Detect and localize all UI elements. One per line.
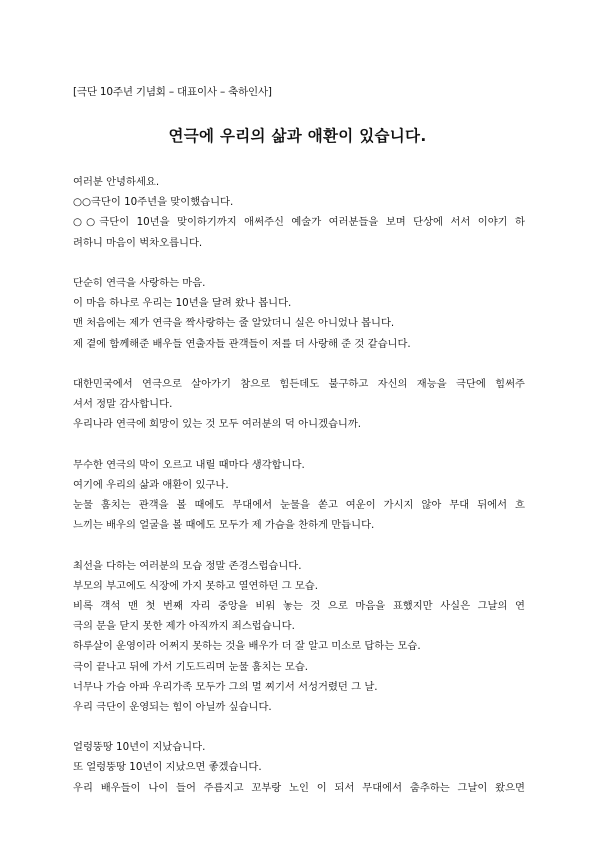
- text-line: 단순히 연극을 사랑하는 마음.: [73, 276, 206, 289]
- text-line: 여러분 안녕하세요.: [73, 176, 160, 188]
- text-line: 느끼는 배우의 얼굴을 볼 때에도 모두가 제 가슴을 찬하게 만듭니다.: [73, 519, 375, 532]
- paragraph-respect: [73, 556, 525, 718]
- document-title: 연극에 우리의 삶과 애환이 있습니다.: [168, 127, 427, 145]
- text-line: 여기에 우리의 삶과 애환이 있구나.: [73, 478, 229, 491]
- text-line: 무수한 연극의 막이 오르고 내릴 때마다 생각합니다.: [73, 458, 305, 471]
- text-line: 하루살이 운영이라 어쩌지 못하는 것을 배우가 더 잘 알고 미소로 답하는 모습.: [73, 640, 421, 653]
- text-line: 려하니 마음이 벅차오릅니다.: [73, 236, 203, 249]
- text-line: 극이 끝나고 뒤에 가서 기도드리며 눈물 훔치는 모습.: [73, 660, 309, 673]
- text-line: 우리나라 연극에 희망이 있는 것 모두 여러분의 덕 아니겠습니까.: [73, 418, 362, 431]
- text-line: 최선을 다하는 여러분의 모습 정말 존경스럽습니다.: [73, 559, 302, 572]
- paragraph-greeting: [73, 172, 525, 253]
- text-line: 이 마음 하나로 우리는 10년을 달려 왔나 봅니다.: [73, 297, 292, 310]
- header-tag: [극단 10주년 기념회 – 대표이사 – 축하인사]: [73, 86, 272, 98]
- paragraph-curtain: [73, 455, 525, 536]
- text-line: ○○극단이 10년을 맞이하기까지 애써주신 예술가 여러분들을 보며 단상에 서서 이야기 하: [73, 216, 525, 229]
- text-line: 우리 배우들이 나이 들어 주름지고 꼬부랑 노인 이 되서 무대에서 춤추하는 그날이 왔으면: [73, 781, 526, 794]
- text-line: 부모의 부고에도 식장에 가지 못하고 열연하던 그 모습.: [73, 579, 319, 592]
- text-line: 극의 문을 닫지 못한 제가 아직까지 죄스럽습니다.: [73, 620, 295, 633]
- text-line: 셔서 정말 감사합니다.: [73, 398, 173, 411]
- text-line: 얼렁뚱땅 10년이 지났습니다.: [73, 741, 206, 754]
- text-line: ○○극단이 10주년을 맞이했습니다.: [73, 196, 234, 209]
- text-line: 또 얼렁뚱땅 10년이 지났으면 좋겠습니다.: [73, 761, 262, 774]
- text-line: 제 곁에 함께해준 배우들 연출자들 관객들이 저를 더 사랑해 준 것 같습니다.: [73, 337, 411, 350]
- text-line: 눈물 훔치는 관객을 볼 때에도 무대에서 눈물을 쏟고 여운이 가시지 않아 무대 뒤에서 흐: [73, 499, 525, 511]
- text-line: 대한민국에서 연극으로 살아가기 참으로 힘든데도 불구하고 자신의 재능을 극단에 힘써주: [73, 377, 525, 390]
- text-line: 우리 극단이 운영되는 힘이 아닐까 싶습니다.: [73, 700, 272, 713]
- text-line: 맨 처음에는 제가 연극을 짝사랑하는 줄 알았더니 실은 아니었나 봅니다.: [73, 317, 395, 330]
- body-text: [73, 172, 525, 818]
- text-line: 너무나 가슴 아파 우리가족 모두가 그의 멀 찌기서 서성거렸던 그 날.: [73, 680, 378, 693]
- paragraph-love: [73, 273, 525, 354]
- paragraph-thanks: [73, 374, 525, 435]
- text-line: 비록 객석 맨 첫 번째 자리 중앙을 비워 놓는 것 으로 마음을 표했지만 사실은 그날의 연: [73, 599, 525, 612]
- paragraph-future: [73, 737, 525, 798]
